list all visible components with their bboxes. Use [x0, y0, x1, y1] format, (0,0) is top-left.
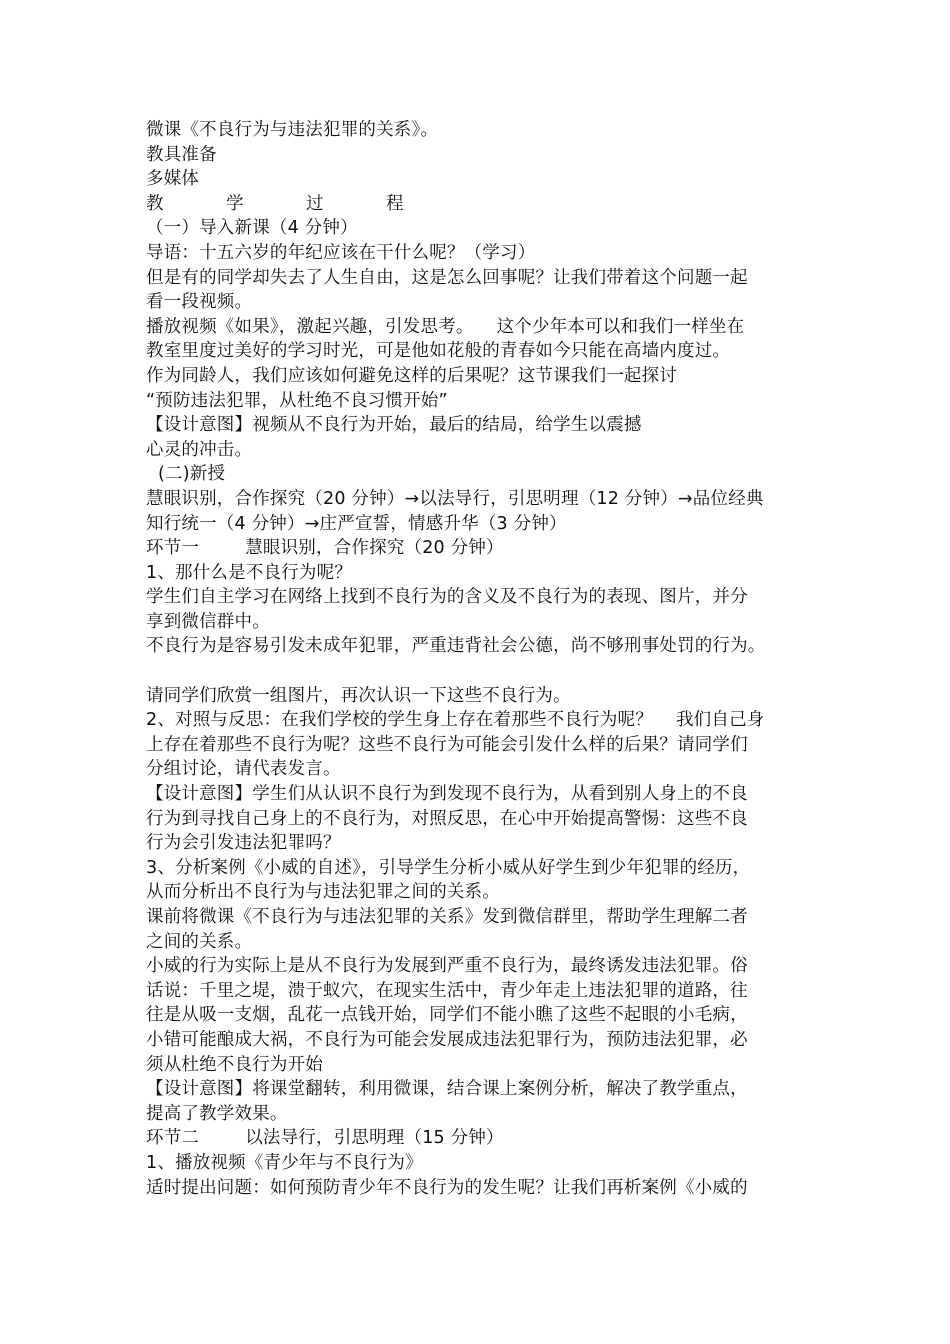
text-line: 3、分析案例《小威的自述》，引导学生分析小威从好学生到少年犯罪的经历， [146, 857, 751, 878]
blank-line [146, 659, 826, 684]
heading-char: 学 [226, 193, 244, 214]
section-heading-new-lesson: (二)新授 [158, 464, 226, 485]
text-line: 往是从吸一支烟，乱花一点钱开始，同学们不能小瞧了这些不起眼的小毛病， [146, 1005, 748, 1026]
text-line: 行为到寻找自己身上的不良行为，对照反思，在心中开始提高警惕：这些不良 [146, 808, 748, 829]
text-line: 课前将微课《不良行为与违法犯罪的关系》发到微信群里，帮助学生理解二者 [146, 907, 748, 927]
heading-char: 教 [146, 193, 164, 214]
text-line: （一）导入新课（4 分钟） [146, 218, 358, 239]
text-line: 1、播放视频《青少年与不良行为》 [146, 1152, 423, 1173]
text-line: 之间的关系。 [146, 931, 253, 952]
heading-char: 过 [306, 193, 324, 214]
text-line: 作为同龄人，我们应该如何避免这样的后果呢？这节课我们一起探讨 [146, 365, 677, 386]
text-line: 享到微信群中。 [146, 611, 270, 632]
text-line: 上存在着那些不良行为呢？这些不良行为可能会引发什么样的后果？请同学们 [146, 734, 748, 755]
text-line: “预防违法犯罪，从杜绝不良习惯开始” [146, 390, 448, 411]
section-heading-teaching-process [146, 192, 826, 217]
text-line: 小错可能酿成大祸，不良行为可能会发展成违法犯罪行为，预防违法犯罪，必 [146, 1029, 748, 1050]
text-line: 小威的行为实际上是从不良行为发展到严重不良行为，最终诱发违法犯罪。俗 [146, 956, 748, 977]
design-intent-line: 【设计意图】将课堂翻转，利用微课，结合课上案例分析，解决了教学重点， [146, 1079, 748, 1100]
text-line: 心灵的冲击。 [146, 439, 253, 460]
text-line: 话说：千里之堤，溃于蚁穴，在现实生活中，青少年走上违法犯罪的道路，往 [146, 980, 748, 1001]
text-line: 多媒体 [146, 169, 200, 190]
text-line: 知行统一（4 分钟）→庄严宣誓，情感升华（3 分钟） [146, 513, 567, 534]
text-line: 1、那什么是不良行为呢？ [146, 562, 353, 583]
text-line: 从而分析出不良行为与违法犯罪之间的关系。 [146, 882, 500, 903]
text-line: 须从杜绝不良行为开始 [146, 1054, 323, 1075]
design-intent-line: 【设计意图】视频从不良行为开始，最后的结局，给学生以震撼 [146, 415, 642, 436]
text-line: 适时提出问题：如何预防青少年不良行为的发生呢？让我们再析案例《小威的 [146, 1177, 748, 1198]
text-line: 不良行为是容易引发未成年犯罪，严重违背社会公德，尚不够刑事处罚的行为。 [146, 636, 766, 657]
text-line: 教具准备 [146, 144, 217, 165]
text-line: 慧眼识别，合作探究（20 分钟）→以法导行，引思明理（12 分钟）→品位经典 [146, 488, 764, 509]
text-line: 环节一 慧眼识别，合作探究（20 分钟） [146, 538, 504, 559]
text-line: 学生们自主学习在网络上找到不良行为的含义及不良行为的表现、图片，并分 [146, 587, 748, 608]
text-line: 微课《不良行为与违法犯罪的关系》。 [146, 120, 439, 140]
text-line: 请同学们欣赏一组图片，再次认识一下这些不良行为。 [146, 685, 571, 706]
text-line: 但是有的同学却失去了人生自由，这是怎么回事呢？让我们带着这个问题一起 [146, 267, 748, 288]
design-intent-line: 【设计意图】学生们从认识不良行为到发现不良行为，从看到别人身上的不良 [146, 784, 748, 805]
text-line: 分组讨论，请代表发言。 [146, 759, 341, 780]
text-line: 环节二 以法导行，引思明理（15 分钟） [146, 1128, 504, 1149]
text-line: 导语：十五六岁的年纪应该在干什么呢？（学习） [146, 242, 536, 263]
document-page [146, 118, 826, 1200]
text-line: 2、对照与反思：在我们学校的学生身上存在着那些不良行为呢？ 我们自己身 [146, 710, 765, 731]
heading-char: 程 [386, 193, 404, 214]
text-line: 看一段视频。 [146, 292, 253, 313]
text-line: 教室里度过美好的学习时光，可是他如花般的青春如今只能在高墙内度过。 [146, 341, 731, 362]
text-line: 播放视频《如果》，激起兴趣，引发思考。 这个少年本可以和我们一样坐在 [146, 316, 745, 337]
text-line: 行为会引发违法犯罪吗？ [146, 833, 341, 854]
text-line: 提高了教学效果。 [146, 1103, 288, 1124]
